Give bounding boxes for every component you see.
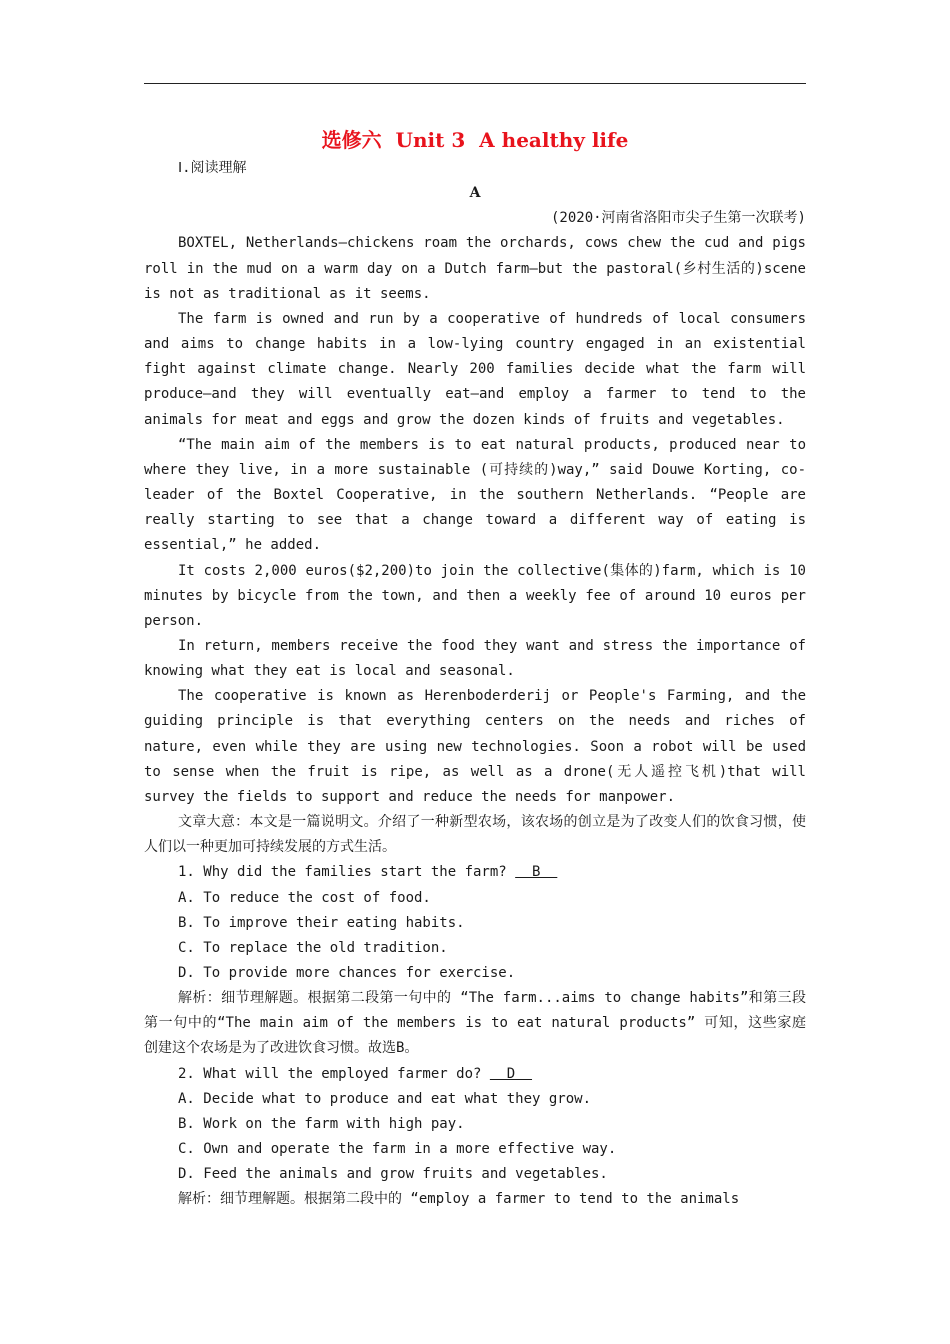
page-title: 选修六 Unit 3 A healthy life (321, 128, 629, 152)
passage-label: A (469, 185, 481, 202)
option: C. To replace the old tradition. (178, 939, 448, 956)
option: C. Own and operate the farm in a more effective way. (178, 1141, 617, 1158)
paragraph: The farm is owned and run by a cooperative of hundreds of local consumers and aims to change habits in a low-lying country engaged in an existential fight against climate change. Nearly 200 families decide what the farm will produce—and they will eventually eat—and employ a farmer to tend to the animals for meat and eggs and grow the dozen kinds of fruits and vegetables. (144, 310, 806, 428)
question-stem (144, 1062, 806, 1087)
option: B. To improve their eating habits. (178, 914, 465, 931)
source-note: (2020·河南省洛阳市尖子生第一次联考) (550, 210, 806, 227)
option: A. Decide what to produce and eat what they grow. (178, 1090, 592, 1107)
summary: 文章大意：本文是一篇说明文。介绍了一种新型农场，该农场的创立是为了改变人们的饮食习惯，使人们以一种更加可持续发展的方式生活。 (144, 814, 806, 856)
paragraph: It costs 2,000 euros($2,200)to join the collective(集体的)farm, which is 10 minutes by bicycle from the town, and then a weekly fee of around 10 euros per person. (144, 562, 806, 629)
option: B. Work on the farm with high pay. (178, 1115, 465, 1132)
question-stem (144, 860, 806, 885)
analysis: 解析：细节理解题。根据第二段中的 “employ a farmer to tend to the animals (178, 1191, 740, 1208)
answer-blank: D (489, 1065, 533, 1082)
paragraph: “The main aim of the members is to eat natural products, produced near to where they live, in a more sustainable (可持续的)way,” said Douwe Korting, co-leader of the Boxtel Cooperative, in the southern Netherlands. “People are really starting to see that a change toward a different way of eating is essential,” he added. (144, 436, 806, 554)
document-body (144, 156, 806, 1213)
paragraph: BOXTEL, Netherlands—chickens roam the orchards, cows chew the cud and pigs roll in the mud on a warm day on a Dutch farm—but the pastoral(乡村生活的)scene is not as traditional as it seems. (144, 235, 806, 302)
analysis: 解析：细节理解题。根据第二段第一句中的 “The farm...aims to change habits”和第三段第一句中的“The main aim of the members is to eat natural products” 可知，这些家庭创建这个农场是为了改进饮食习惯。故选B。 (144, 990, 806, 1057)
option: D. Feed the animals and grow fruits and vegetables. (178, 1166, 608, 1183)
answer-blank: B (515, 864, 558, 881)
paragraph: The cooperative is known as Herenboderderij or People's Farming, and the guiding principle is that everything centers on the needs and riches of nature, even while they are using new technologies. Soon a robot will be used to sense when the fruit is ripe, as well as a drone(无人遥控飞机)that will survey the fields to support and reduce the needs for manpower. (144, 688, 806, 805)
header-rule (144, 83, 806, 84)
question-text: 1. Why did the families start the farm? (178, 864, 516, 881)
section-heading: Ⅰ.阅读理解 (178, 160, 247, 176)
question-text: 2. What will the employed farmer do? (178, 1065, 490, 1082)
option: A. To reduce the cost of food. (178, 889, 431, 906)
option: D. To provide more chances for exercise. (178, 965, 516, 981)
paragraph: In return, members receive the food they want and stress the importance of knowing what they eat is local and seasonal. (144, 637, 806, 680)
